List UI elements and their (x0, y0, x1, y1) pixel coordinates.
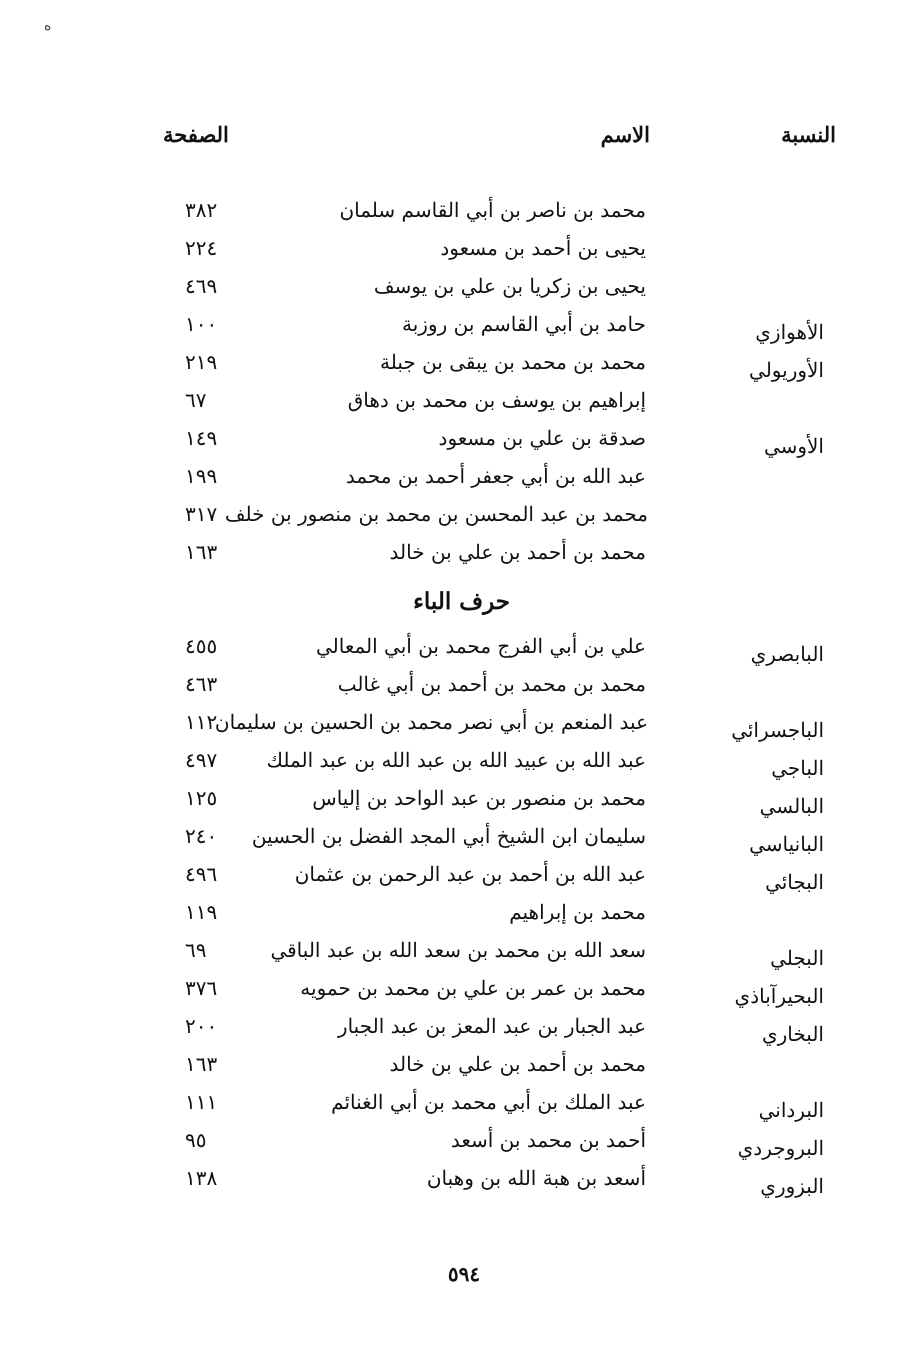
index-row (0, 540, 916, 578)
name-cell: محمد بن محمد بن أحمد بن أبي غالب (337, 672, 646, 696)
name-cell: عبد الله بن عبيد الله بن عبد الله بن عبد الملك (266, 748, 646, 772)
index-row (0, 672, 916, 710)
page-cell: ٢٢٤ (185, 236, 218, 260)
index-row (0, 350, 916, 388)
nisba-cell: البانياسي (749, 832, 824, 856)
name-cell: محمد بن إبراهيم (509, 900, 646, 924)
index-row (0, 236, 916, 274)
name-cell: إبراهيم بن يوسف بن محمد بن دهاق (347, 388, 646, 412)
name-cell: عبد الله بن أبي جعفر أحمد بن محمد (345, 464, 646, 488)
page-number (0, 1262, 916, 1286)
name-cell: حامد بن أبي القاسم بن روزبة (401, 312, 646, 336)
page-cell: ١٤٩ (185, 426, 218, 450)
header-name: الاسم (600, 122, 650, 147)
page-cell: ١٣٨ (185, 1166, 218, 1190)
page-number-text: ٥٩٤ (447, 1262, 481, 1286)
name-cell: صدقة بن علي بن مسعود (438, 426, 646, 450)
page-cell: ٣٨٢ (185, 198, 218, 222)
nisba-cell: البحيرآباذي (734, 984, 824, 1008)
header-nisba: النسبة (781, 122, 836, 147)
index-row (0, 274, 916, 312)
page-cell: ٤٦٣ (185, 672, 218, 696)
page-cell: ٤٩٧ (185, 748, 218, 772)
corner-mark: ﻩ (44, 18, 52, 34)
index-row (0, 976, 916, 1014)
nisba-cell: البجلي (770, 946, 824, 970)
nisba-cell: البجائي (765, 870, 824, 894)
index-row (0, 1014, 916, 1052)
index-row (0, 502, 916, 540)
page-cell: ٤٥٥ (185, 634, 218, 658)
page-cell: ٤٩٦ (185, 862, 218, 886)
page-cell: ٤٦٩ (185, 274, 218, 298)
name-cell: أحمد بن محمد بن أسعد (450, 1128, 646, 1152)
page-cell: ٢٠٠ (185, 1014, 218, 1038)
name-cell: علي بن أبي الفرج محمد بن أبي المعالي (315, 634, 646, 658)
section-heading-text: حرف الباء (413, 588, 510, 615)
nisba-cell: البرداني (758, 1098, 824, 1122)
column-headers (0, 122, 916, 158)
name-cell: يحيى بن أحمد بن مسعود (440, 236, 646, 260)
name-cell: محمد بن منصور بن عبد الواحد بن إلياس (312, 786, 646, 810)
nisba-cell: البزوري (760, 1174, 824, 1198)
name-cell: يحيى بن زكريا بن علي بن يوسف (373, 274, 646, 298)
page-cell: ١٦٣ (185, 540, 218, 564)
nisba-cell: الأهوازي (755, 320, 824, 344)
name-cell: عبد الله بن أحمد بن عبد الرحمن بن عثمان (294, 862, 646, 886)
name-cell: سليمان ابن الشيخ أبي المجد الفضل بن الحسين (251, 824, 646, 848)
index-row (0, 748, 916, 786)
name-cell: محمد بن أحمد بن علي بن خالد (389, 1052, 646, 1076)
page-cell: ٢١٩ (185, 350, 218, 374)
name-cell: محمد بن عمر بن علي بن محمد بن حمويه (300, 976, 646, 1000)
index-row (0, 1090, 916, 1128)
page-cell: ١١٢ (185, 710, 218, 734)
index-row (0, 426, 916, 464)
name-cell: محمد بن عبد المحسن بن محمد بن منصور بن خلف (224, 502, 648, 526)
name-cell: سعد الله بن محمد بن سعد الله بن عبد الباقي (270, 938, 646, 962)
nisba-cell: الأوريولي (749, 358, 824, 382)
page-cell: ٢٤٠ (185, 824, 218, 848)
page-cell: ١٦٣ (185, 1052, 218, 1076)
index-row (0, 786, 916, 824)
nisba-cell: البروجردي (737, 1136, 824, 1160)
index-rows (0, 198, 916, 1204)
index-row (0, 198, 916, 236)
name-cell: محمد بن محمد بن يبقى بن جبلة (379, 350, 646, 374)
header-page: الصفحة (163, 122, 229, 147)
page-cell: ٦٧ (185, 388, 207, 412)
name-cell: محمد بن ناصر بن أبي القاسم سلمان (339, 198, 646, 222)
page-cell: ٦٩ (185, 938, 207, 962)
name-cell: عبد الجبار بن عبد المعز بن عبد الجبار (337, 1014, 646, 1038)
index-row (0, 388, 916, 426)
nisba-cell: الأوسي (763, 434, 824, 458)
nisba-cell: الباجي (771, 756, 824, 780)
index-row (0, 710, 916, 748)
page-cell: ١٠٠ (185, 312, 218, 336)
nisba-cell: البابصري (750, 642, 824, 666)
index-row (0, 862, 916, 900)
nisba-cell: البالسي (759, 794, 824, 818)
page-cell: ٣٧٦ (185, 976, 218, 1000)
page-cell: ١٩٩ (185, 464, 218, 488)
section-heading (0, 578, 916, 634)
index-row (0, 1052, 916, 1090)
index-row (0, 900, 916, 938)
name-cell: أسعد بن هبة الله بن وهبان (426, 1166, 646, 1190)
name-cell: عبد المنعم بن أبي نصر محمد بن الحسين بن سليمان (214, 710, 648, 734)
index-row (0, 824, 916, 862)
index-row (0, 464, 916, 502)
index-row (0, 1166, 916, 1204)
index-row (0, 312, 916, 350)
index-row (0, 938, 916, 976)
index-row (0, 1128, 916, 1166)
name-cell: عبد الملك بن أبي محمد بن أبي الغنائم (331, 1090, 646, 1114)
page-cell: ٩٥ (185, 1128, 207, 1152)
page-cell: ١١٩ (185, 900, 218, 924)
page-cell: ٣١٧ (185, 502, 218, 526)
nisba-cell: الباجسرائي (731, 718, 824, 742)
page-cell: ١٢٥ (185, 786, 218, 810)
page-cell: ١١١ (185, 1090, 218, 1114)
index-row (0, 634, 916, 672)
name-cell: محمد بن أحمد بن علي بن خالد (389, 540, 646, 564)
nisba-cell: البخاري (761, 1022, 824, 1046)
